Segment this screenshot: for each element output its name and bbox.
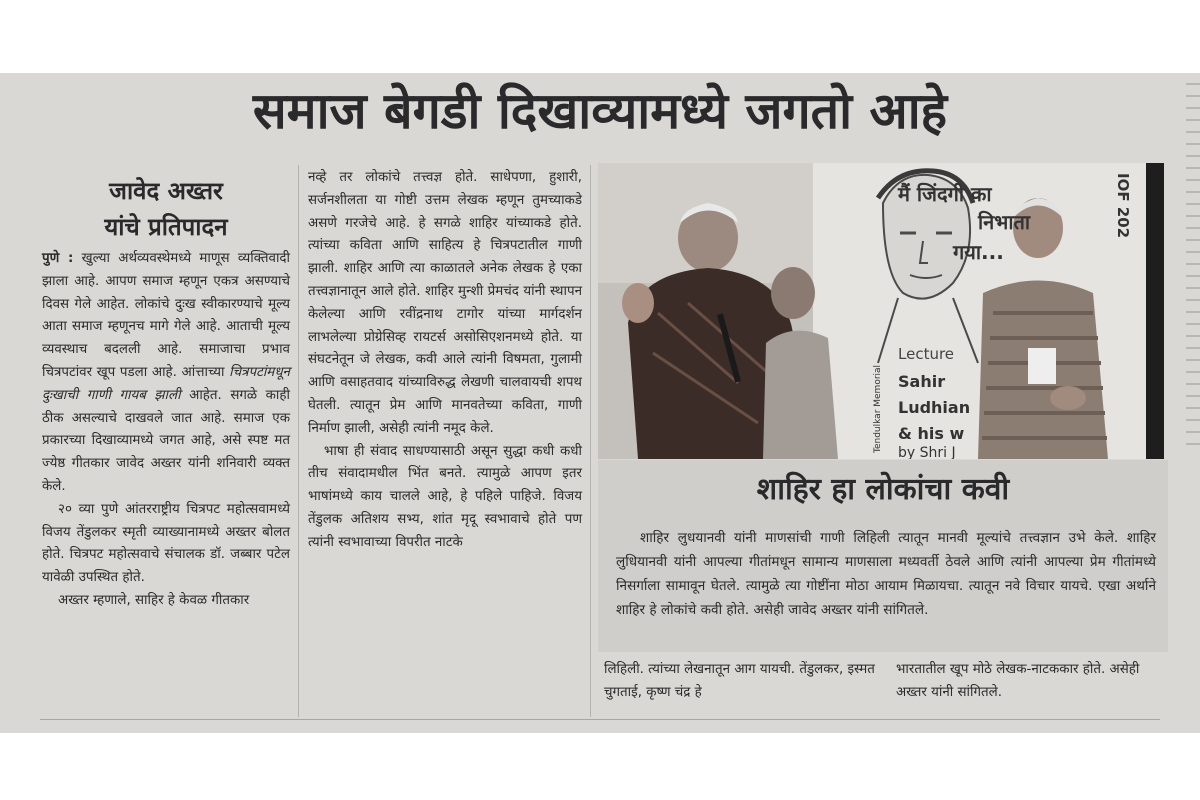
bottom-column-2: भारतातील खूप मोठे लेखक-नाटककार होते. असेही अख्तर यांनी सांगितले. bbox=[896, 662, 1140, 700]
column-divider bbox=[298, 165, 299, 717]
paragraph-1-end: आहेत. सगळे काही ठीक असल्याचे दाखवले जात आहे. समाज एक प्रकारच्या दिखाव्यामध्ये जगत आहे, असे स्पष्ट मत ज्येष्ठ गीतकार जावेद अख्तर यांनी शनिवारी व्यक्त केले. bbox=[42, 387, 290, 494]
newspaper-clipping bbox=[0, 73, 1200, 733]
lecture-line-3: Ludhian bbox=[898, 398, 971, 417]
dateline: पुणे : bbox=[42, 251, 74, 266]
adjacent-column-edge bbox=[1186, 73, 1200, 453]
subheadline-line-2: यांचे प्रतिपादन bbox=[104, 212, 228, 241]
bottom-column-1: लिहिली. त्यांच्या लेखनातून आग यायची. तेंडुलकर, इस्मत चुगताई, कृष्ण चंद्र हे bbox=[604, 662, 875, 700]
lecture-line-1: Lecture bbox=[898, 345, 955, 363]
corner-text: IOF 202 bbox=[1114, 173, 1132, 239]
column-divider bbox=[590, 165, 591, 717]
headline: समाज बेगडी दिखाव्यामध्ये जगतो आहे bbox=[252, 81, 948, 140]
paragraph-1 bbox=[42, 248, 290, 499]
banner-hindi-line-2: निभाता bbox=[978, 210, 1031, 234]
lecture-line-5: by Shri J bbox=[898, 445, 956, 459]
lecture-line-2: Sahir bbox=[898, 372, 946, 391]
subheadline-line-1: जावेद अख्तर bbox=[109, 176, 223, 205]
banner-hindi-line-3: गया... bbox=[953, 240, 1004, 264]
paragraph-3: अख्तर म्हणाले, साहिर हे केवळ गीतकार bbox=[58, 592, 250, 608]
subheadline bbox=[42, 173, 290, 245]
lecture-line-4: & his w bbox=[898, 424, 965, 443]
paragraph-1-italic: चित्रपटांमधून दुःखाची गाणी गायब झाली bbox=[42, 364, 290, 403]
paragraph-5: भाषा ही संवाद साधण्यासाठी असून सुद्धा कधी कधी तीच संवादामधील भिंत बनते. त्यामुळे आपण इतर भाषांमध्ये काय चालले आहे, हे पहिले पाहिजे. विजय तेंडुलक अतिशय सभ्य, शांत मृदू स्वभावाचे होते पण त्यांनी स्वभावाच्या विपरीत नाटके bbox=[308, 443, 582, 550]
article-column-2 bbox=[308, 167, 582, 555]
paragraph-2: २० व्या पुणे आंतरराष्ट्रीय चित्रपट महोत्सवामध्ये विजय तेंडुलकर स्मृती व्याख्यानामध्ये अख्तर बोलत होते. चित्रपट महोत्सवाचे संचालक डॉ. जब्बार पटेल यावेळी उपस्थित होते. bbox=[42, 501, 290, 586]
bottom-rule bbox=[40, 719, 1160, 720]
caption-title: शाहिर हा लोकांचा कवी bbox=[756, 472, 1010, 507]
paragraph-4: नव्हे तर लोकांचे तत्त्वज्ञ होते. साधेपणा, हुशारी, सर्जनशीलता या गोष्टी उत्तम लेखक म्हणून तुमच्याकडे असणे गरजेचे आहे. हे सगळे शाहिर यांच्याकडे होते. त्यांच्या कविता आणि साहित्य हे चित्रपटातील गाणी झाली. शाहिर आणि त्या काळातले अनेक लेखक हे एका तत्त्वज्ञानातून आले होते. शाहिर मुन्शी प्रेमचंद यांनी स्थापन केलेल्या आणि रवींद्रनाथ टागोर यांच्या मार्गदर्शन लाभलेल्या प्रोग्रेसिव्ह रायटर्स असोसिएशनमध्ये होते. या संघटनेतून जे लेखक, कवी आले त्यांनी विषमता, गुलामी आणि वसाहतवाद यांच्याविरुद्ध लेखणी चालवायची शपथ घेतली. त्यातून प्रेम आणि मानवतेच्या कविता, गाणी निर्माण झाली, असेही त्यांनी नमूद केले. bbox=[308, 170, 582, 436]
photo-caption-box bbox=[598, 460, 1168, 652]
photo-illustration bbox=[598, 163, 1164, 459]
paragraph-1-text: खुल्या अर्थव्यवस्थेमध्ये माणूस व्यक्तिवादी झाला आहे. आपण समाज म्हणून एकत्र असण्याचे दिवस गेले आहेत. लोकांचे दुःख स्वीकारण्याचे मूल्य आता समाज म्हणूनच मागे गेले आहे. आताची मूल्य व्यवस्थाच बदलली आहे. समाजाचा प्रभाव चित्रपटांवर खूप पडला आहे. आंत्ताच्या bbox=[42, 251, 291, 380]
caption-body: शाहिर लुधयानवी यांनी माणसांची गाणी लिहिली त्यातून मानवी मूल्यांचे तत्त्वज्ञान उभे केले. शाहिर लुधियानवी यांनी आपल्या गीतांमधून सामान्य माणसाला मध्यवर्ती ठेवले आणि त्यांनी आपल्या प्रेम गीतांमध्ये निसर्गाला सामावून घेतले. त्यामुळे त्या गोष्टींना मोठा आयाम मिळायचा. त्यातून नवे विचार यायचे. एखा अर्थाने शाहिर हे लोकांचे कवी होते. असेही जावेद अख्तर यांनी सांगितले. bbox=[616, 530, 1156, 618]
banner-hindi-line-1: मैं जिंदगी का bbox=[898, 182, 992, 206]
side-text: Tendulkar Memorial bbox=[873, 364, 883, 453]
article-column-1 bbox=[42, 248, 290, 613]
event-photo bbox=[598, 163, 1164, 459]
